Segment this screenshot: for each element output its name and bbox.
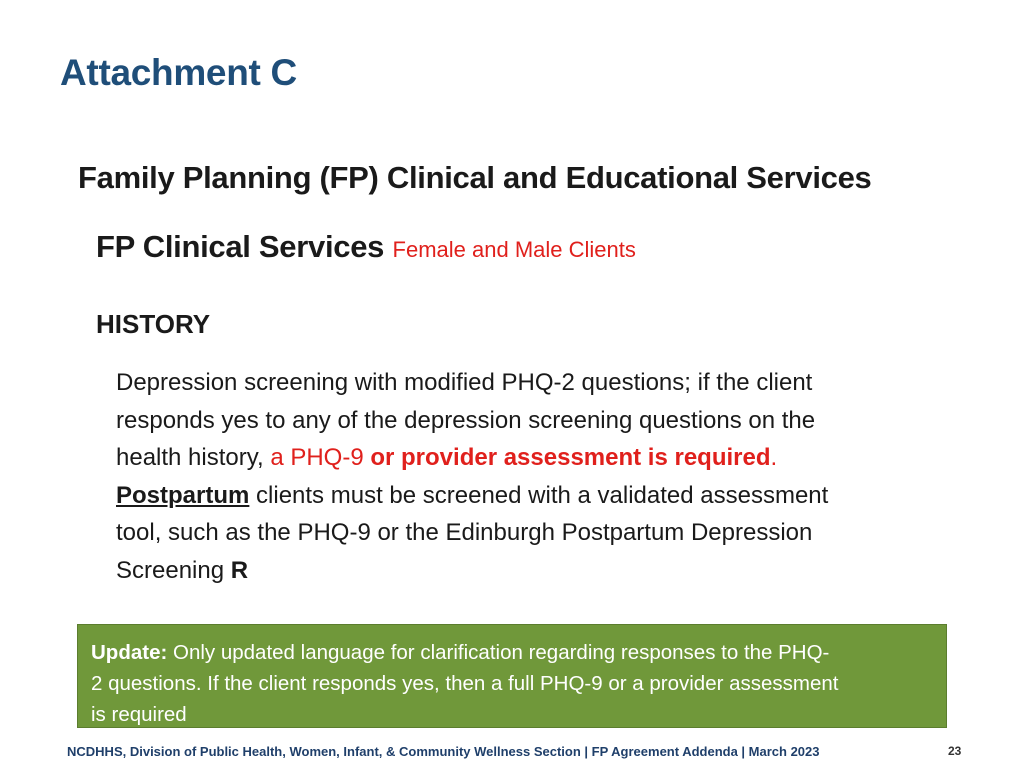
body-red-text: a PHQ-9 (270, 444, 371, 472)
postpartum-emphasis: Postpartum (116, 481, 250, 509)
section-heading: Family Planning (FP) Clinical and Educational Services (78, 160, 872, 195)
body-line: Depression screening with modified PHQ-2 questions; if the client (116, 369, 813, 396)
body-line: responds yes to any of the depression screening questions on the (116, 406, 816, 434)
update-line: 2 questions. If the client responds yes, then a full PHQ-9 or a provider assessment (91, 672, 839, 695)
footer-text: NCDHHS, Division of Public Health, Women, Infant, & Community Wellness Section | FP Agreement Addenda | March 2023 (67, 744, 820, 759)
update-callout-box (77, 624, 947, 728)
body-text-segment: health history, (116, 444, 271, 472)
slide-title: Attachment C (60, 52, 297, 93)
sub-heading-accent: Female and Male Clients (392, 237, 636, 262)
body-red-period: . (770, 444, 778, 472)
history-body-text (116, 364, 976, 590)
update-text-segment: Only updated language for clarification regarding responses to the PHQ- (167, 641, 830, 664)
body-line (116, 552, 976, 590)
history-label: HISTORY (96, 309, 211, 339)
body-line: tool, such as the PHQ-9 or the Edinburgh Postpartum Depression (116, 519, 813, 547)
sub-heading (96, 229, 636, 265)
sub-heading-main: FP Clinical Services (96, 229, 385, 264)
update-label: Update: (91, 641, 168, 664)
page-number: 23 (948, 744, 962, 758)
update-line: is required (91, 703, 187, 726)
body-line (116, 477, 976, 515)
body-text-segment: clients must be screened with a validated assessment (249, 481, 829, 509)
body-red-bold-text: or provider assessment is required (370, 444, 771, 472)
body-line (116, 439, 976, 477)
body-text-segment: Screening (116, 556, 231, 584)
update-line (91, 637, 936, 668)
required-marker: R (230, 556, 249, 584)
